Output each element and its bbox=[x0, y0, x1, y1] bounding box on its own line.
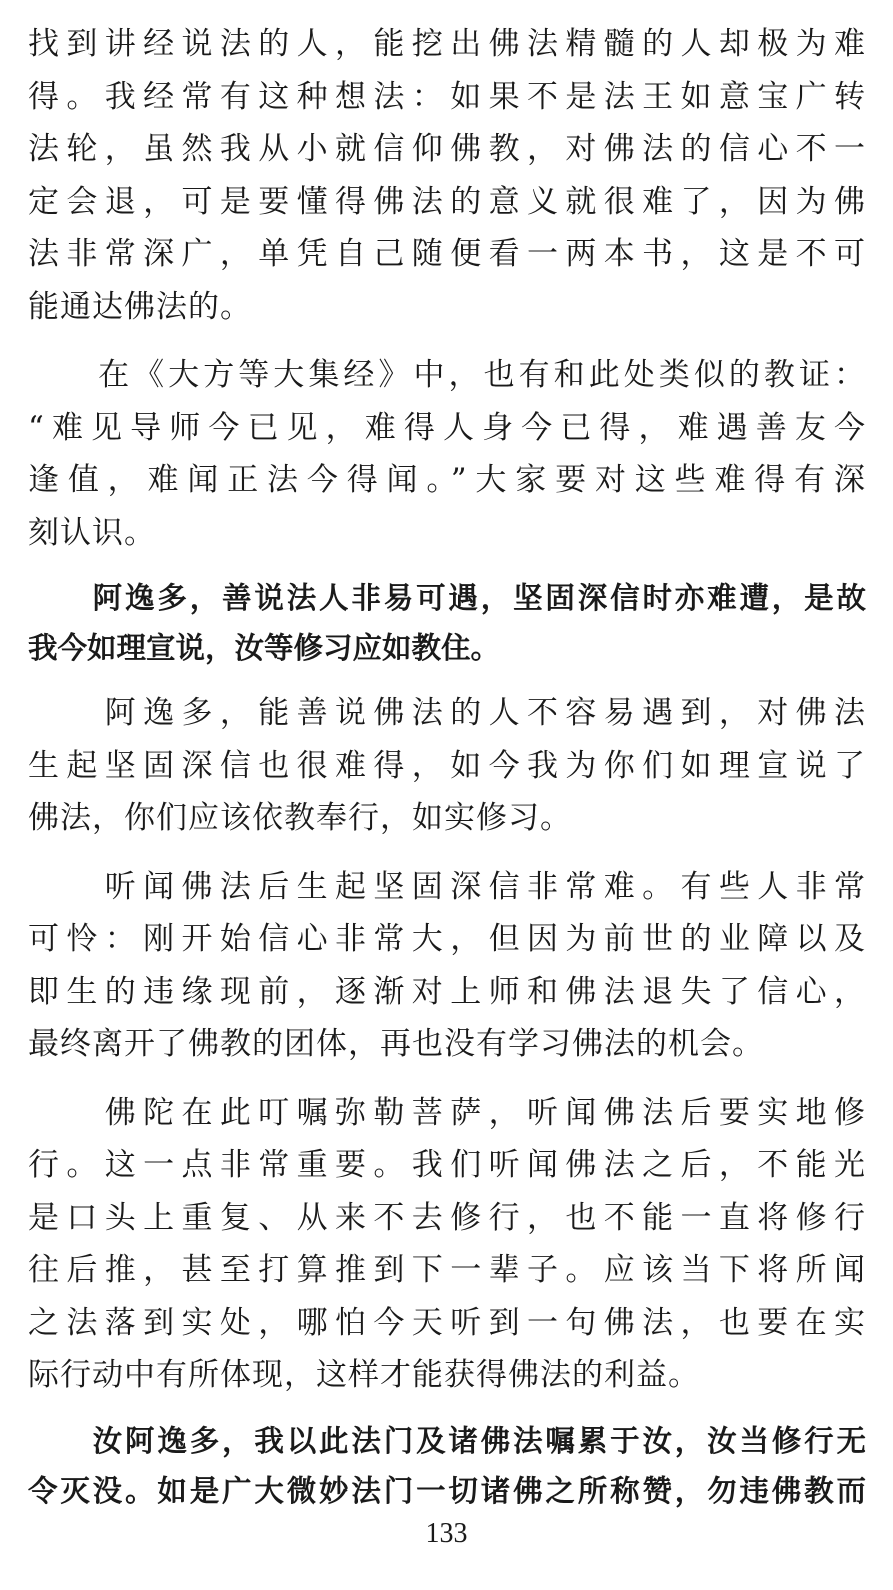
text-line: 在《大方等大集经》中，也有和此处类似的教证： bbox=[28, 357, 866, 393]
text-line: 听闻佛法后生起坚固深信非常难。有些人非常 bbox=[28, 868, 866, 905]
commentary-paragraph bbox=[28, 687, 866, 845]
text-line: 即生的违缘现前，逐渐对上师和佛法退失了信心， bbox=[28, 973, 866, 1010]
text-line: 我今如理宣说，汝等修习应如教住。 bbox=[28, 631, 501, 665]
text-line: 法轮，虽然我从小就信仰佛教，对佛法的信心不一 bbox=[28, 131, 866, 167]
text-line: 阿逸多，善说法人非易可遇，坚固深信时亦难遭，是故 bbox=[28, 581, 866, 615]
text-line: 可怜：刚开始信心非常大，但因为前世的业障以及 bbox=[28, 921, 866, 957]
sutra-quote bbox=[28, 1416, 866, 1516]
text-line: 刻认识。 bbox=[28, 514, 156, 551]
text-line: 最终离开了佛教的团体，再也没有学习佛法的机会。 bbox=[28, 1026, 764, 1062]
commentary-paragraph bbox=[28, 861, 866, 1071]
text-line: “难见导师今已见，难得人身今已得，难遇善友今 bbox=[28, 409, 866, 446]
text-line: 能通达佛法的。 bbox=[28, 288, 252, 325]
commentary-paragraph bbox=[28, 1087, 866, 1402]
text-line: 之法落到实处，哪怕今天听到一句佛法，也要在实 bbox=[28, 1304, 866, 1341]
page-number: 133 bbox=[425, 1518, 468, 1549]
text-line: 逢值，难闻正法今得闻。”大家要对这些难得有深 bbox=[28, 462, 866, 498]
commentary-paragraph bbox=[28, 349, 866, 559]
text-line: 行。这一点非常重要。我们听闻佛法之后，不能光 bbox=[28, 1147, 866, 1183]
page-body bbox=[28, 18, 866, 1516]
text-line: 定会退，可是要懂得佛法的意义就很难了，因为佛 bbox=[28, 183, 866, 220]
text-line: 汝阿逸多，我以此法门及诸佛法嘱累于汝，汝当修行无 bbox=[28, 1423, 866, 1458]
text-line: 找到讲经说法的人，能挖出佛法精髓的人却极为难 bbox=[28, 26, 866, 62]
text-line: 是口头上重复、从来不去修行，也不能一直将修行 bbox=[28, 1199, 866, 1236]
text-line: 往后推，甚至打算推到下一辈子。应该当下将所闻 bbox=[28, 1252, 866, 1288]
text-line: 佛陀在此叮嘱弥勒菩萨，听闻佛法后要实地修 bbox=[28, 1094, 866, 1131]
text-line: 法非常深广，单凭自己随便看一两本书，这是不可 bbox=[28, 236, 866, 272]
text-line: 佛法，你们应该依教奉行，如实修习。 bbox=[28, 800, 572, 836]
text-line: 生起坚固深信也很难得，如今我为你们如理宣说了 bbox=[28, 747, 866, 784]
text-line: 阿逸多，能善说佛法的人不容易遇到，对佛法 bbox=[28, 695, 866, 731]
commentary-paragraph bbox=[28, 18, 866, 333]
text-line: 令灭没。如是广大微妙法门一切诸佛之所称赞，勿违佛教而 bbox=[28, 1473, 866, 1508]
sutra-quote bbox=[28, 573, 866, 673]
text-line: 得。我经常有这种想法：如果不是法王如意宝广转 bbox=[28, 78, 866, 115]
text-line: 际行动中有所体现，这样才能获得佛法的利益。 bbox=[28, 1357, 700, 1393]
